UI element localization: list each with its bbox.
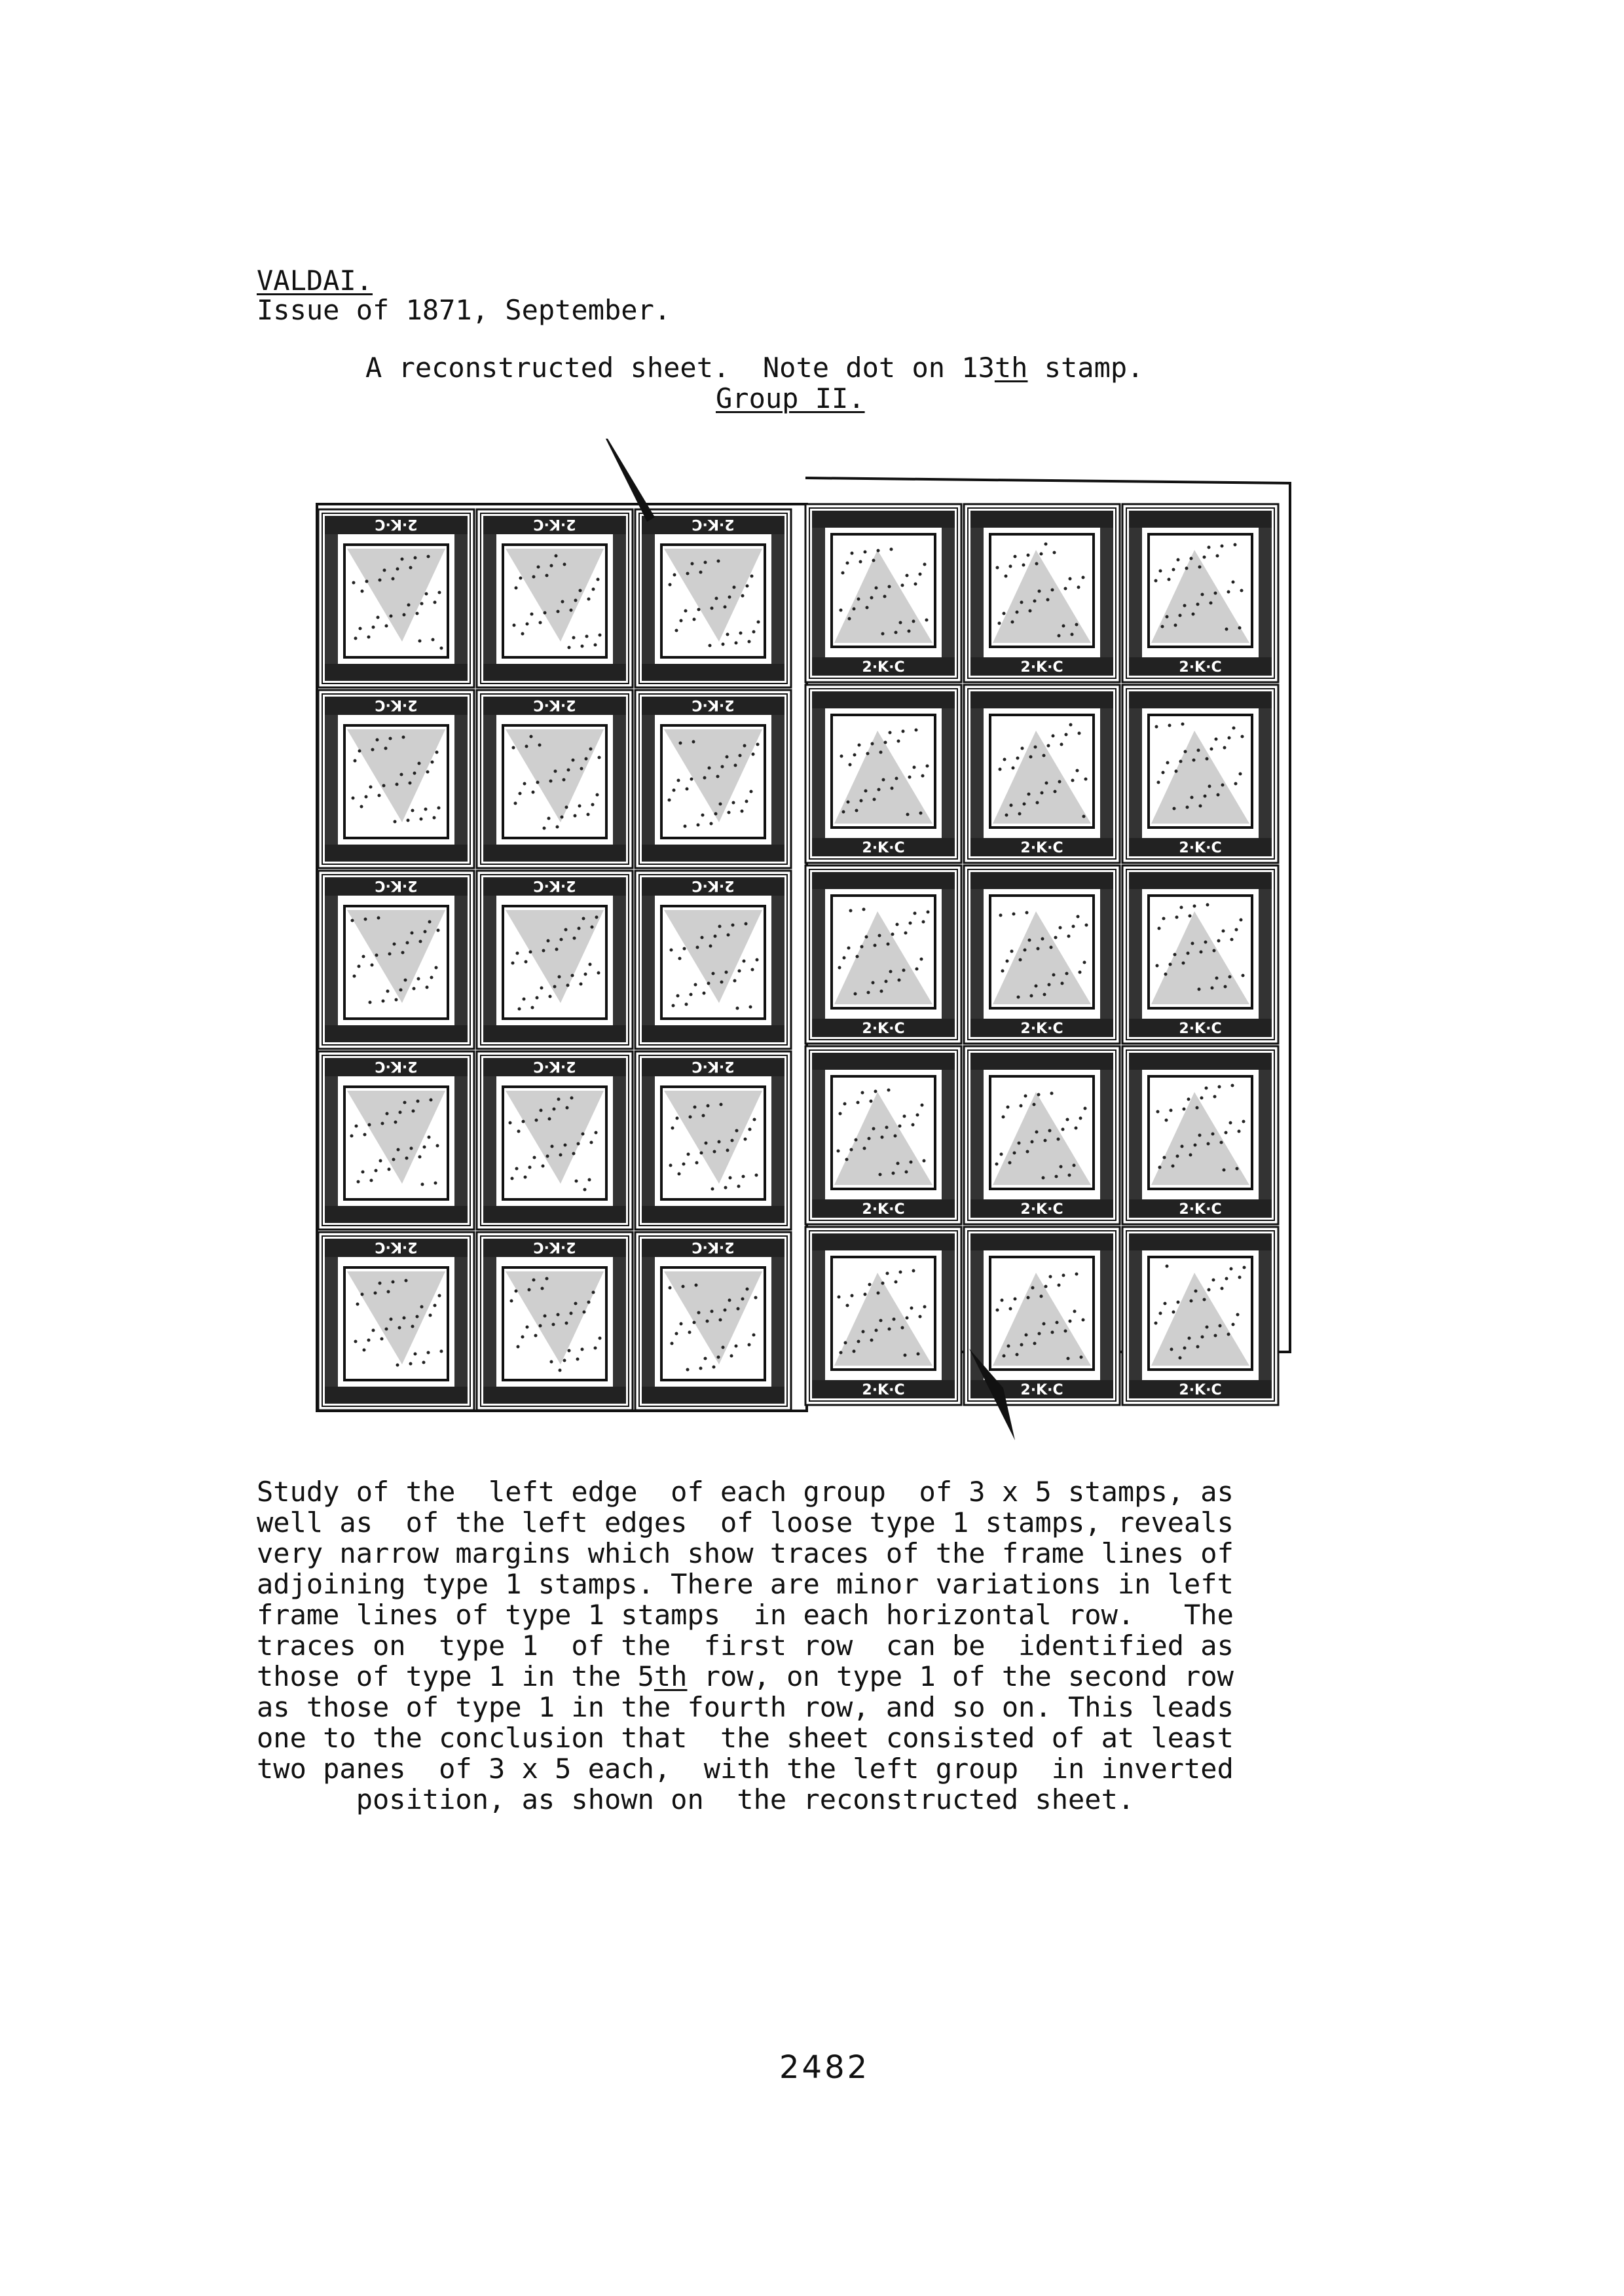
- body-line: those of type 1 in the 5th row, on type 1 of the second row: [257, 1660, 1234, 1692]
- stamp: [477, 509, 633, 687]
- stamp-value-label: 2·K·C: [862, 659, 905, 676]
- stamp-value-label: 2·K·C: [862, 840, 905, 856]
- stamp-value-label: 2·K·C: [1179, 1382, 1222, 1398]
- stamp-value-label: 2·K·C: [533, 1239, 576, 1255]
- stamp-value-label: 2·K·C: [375, 1239, 418, 1255]
- stamp: [318, 1051, 474, 1230]
- caption-line: A reconstructed sheet. Note dot on 13th stamp.: [365, 352, 1144, 384]
- stamp: [1122, 685, 1278, 863]
- body-line: well as of the left edges of loose type 1 stamps, reveals: [257, 1506, 1234, 1539]
- stamp-value-label: 2·K·C: [533, 1058, 576, 1074]
- stamp: [477, 1232, 633, 1410]
- stamp-value-label: 2·K·C: [692, 1239, 735, 1255]
- stamp: [635, 1232, 791, 1410]
- stamp-value-label: 2·K·C: [375, 1058, 418, 1074]
- stamp: [477, 871, 633, 1049]
- body-line: one to the conclusion that the sheet consisted of at least: [257, 1722, 1234, 1754]
- stamp-value-label: 2·K·C: [1020, 1021, 1063, 1037]
- stamp: [805, 504, 961, 682]
- stamp: [318, 1232, 474, 1410]
- body-line: two panes of 3 x 5 each, with the left group in inverted: [257, 1753, 1234, 1785]
- stamp: [805, 1046, 961, 1224]
- stamp-value-label: 2·K·C: [1179, 840, 1222, 856]
- stamp-value-label: 2·K·C: [1179, 659, 1222, 676]
- stamp: [805, 1227, 961, 1405]
- stamp-value-label: 2·K·C: [1020, 1382, 1063, 1398]
- stamp-value-label: 2·K·C: [862, 1201, 905, 1218]
- body-line: Study of the left edge of each group of 3 x 5 stamps, as: [257, 1476, 1234, 1508]
- stamp-value-label: 2·K·C: [1020, 840, 1063, 856]
- issue-line: Issue of 1871, September.: [257, 294, 671, 326]
- stamp-value-label: 2·K·C: [862, 1382, 905, 1398]
- stamp-value-label: 2·K·C: [375, 697, 418, 713]
- stamp-value-label: 2·K·C: [692, 516, 735, 532]
- stamp: [635, 1051, 791, 1230]
- page-title: VALDAI.: [257, 264, 373, 297]
- stamp: [805, 685, 961, 863]
- stamp-value-label: 2·K·C: [1020, 659, 1063, 676]
- body-line: as those of type 1 in the fourth row, and so on. This leads: [257, 1691, 1234, 1723]
- stamp: [964, 685, 1120, 863]
- stamp: [964, 504, 1120, 682]
- stamp: [318, 690, 474, 868]
- stamp-value-label: 2·K·C: [1020, 1201, 1063, 1218]
- body-line: frame lines of type 1 stamps in each horizontal row. The: [257, 1599, 1234, 1631]
- stamp: [964, 1046, 1120, 1224]
- stamp-value-label: 2·K·C: [692, 877, 735, 894]
- stamp: [318, 871, 474, 1049]
- stamp-value-label: 2·K·C: [862, 1021, 905, 1037]
- stamp: [635, 690, 791, 868]
- stamp: [318, 509, 474, 687]
- stamp-value-label: 2·K·C: [533, 516, 576, 532]
- stamp: [477, 1051, 633, 1230]
- stamp: [805, 866, 961, 1044]
- page-number: 2482: [779, 2049, 870, 2086]
- stamp: [477, 690, 633, 868]
- stamp-value-label: 2·K·C: [375, 516, 418, 532]
- body-line: adjoining type 1 stamps. There are minor variations in left: [257, 1568, 1234, 1600]
- stamp-value-label: 2·K·C: [533, 877, 576, 894]
- body-line: very narrow margins which show traces of the frame lines of: [257, 1537, 1234, 1569]
- stamp: [1122, 1227, 1278, 1405]
- stamp-value-label: 2·K·C: [692, 697, 735, 713]
- stamp: [635, 509, 791, 687]
- reconstructed-sheet: [308, 439, 1303, 1440]
- stamp-value-label: 2·K·C: [533, 697, 576, 713]
- stamp: [1122, 504, 1278, 682]
- stamp: [635, 871, 791, 1049]
- body-line: traces on type 1 of the first row can be identified as: [257, 1630, 1234, 1662]
- stamp-value-label: 2·K·C: [1179, 1021, 1222, 1037]
- group-label: Group II.: [716, 382, 865, 414]
- stamp-value-label: 2·K·C: [1179, 1201, 1222, 1218]
- stamp-value-label: 2·K·C: [375, 877, 418, 894]
- body-line: position, as shown on the reconstructed sheet.: [257, 1783, 1135, 1815]
- stamp-value-label: 2·K·C: [692, 1058, 735, 1074]
- stamp: [1122, 866, 1278, 1044]
- stamp: [1122, 1046, 1278, 1224]
- stamp: [964, 866, 1120, 1044]
